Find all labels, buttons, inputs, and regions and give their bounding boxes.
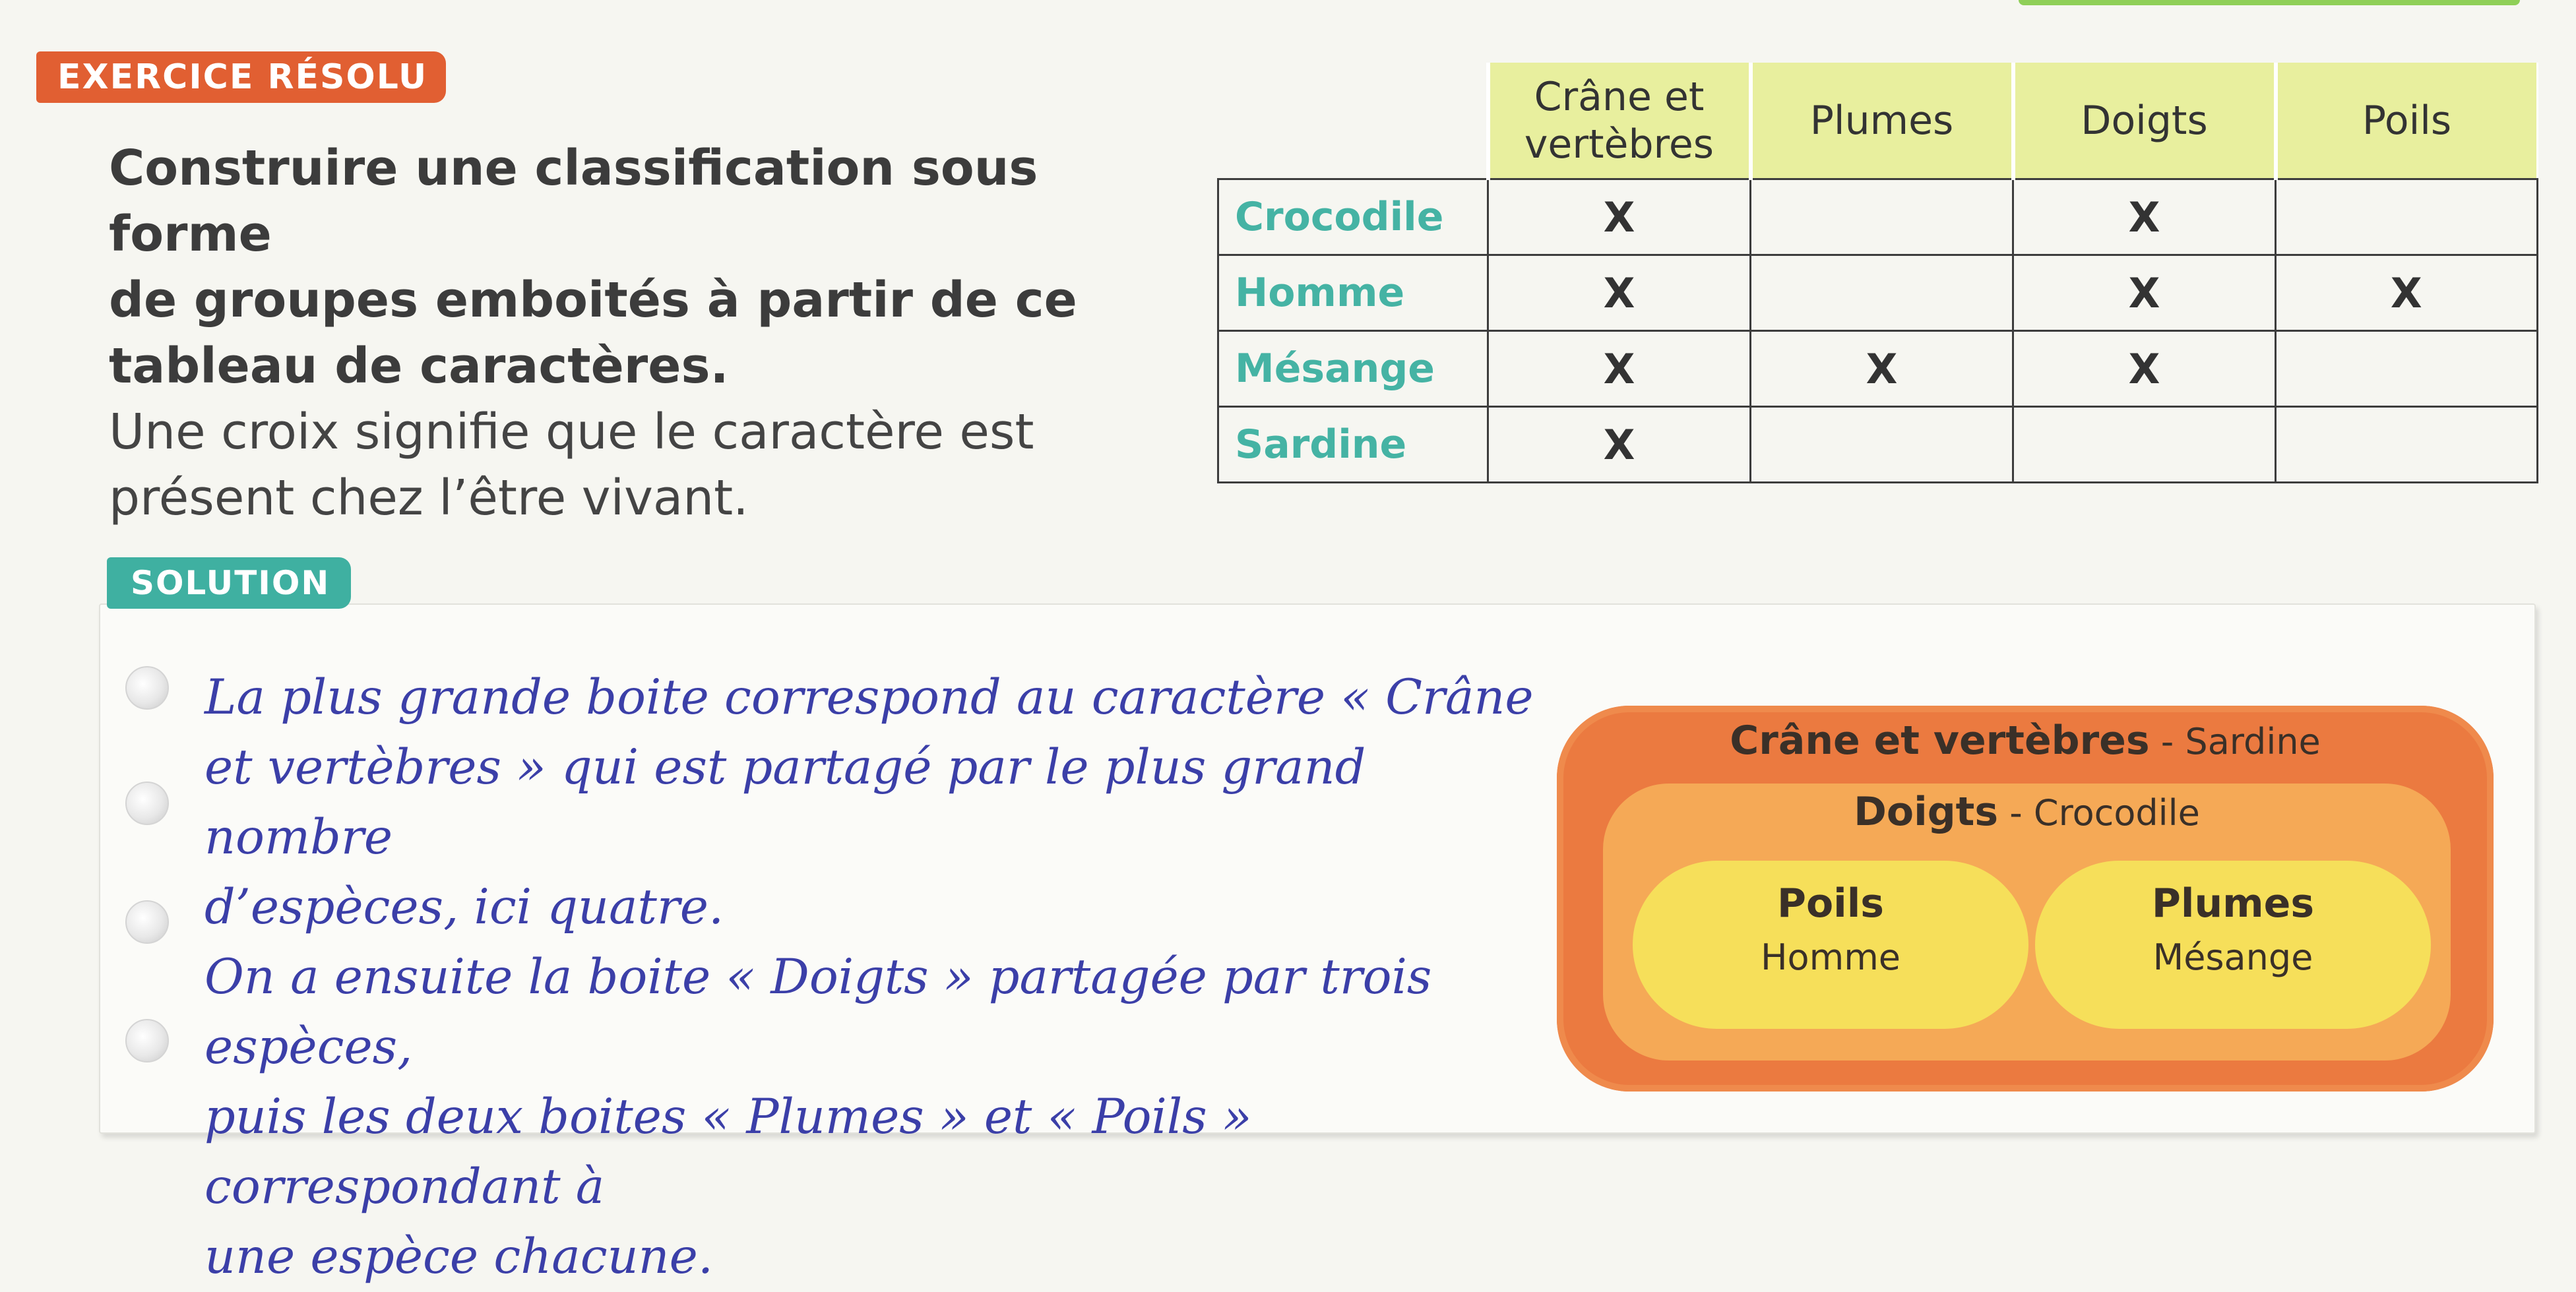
table-cell: X <box>1488 331 1751 407</box>
binder-hole-icon <box>125 666 169 710</box>
column-header-plumes: Plumes <box>1751 63 2013 179</box>
statement-line: Construire une classification sous forme <box>109 140 1038 262</box>
table-cell <box>2276 407 2538 483</box>
table-row <box>1218 179 2538 255</box>
solution-line: La plus grande boite correspond au caractère « Crâne <box>204 669 1534 725</box>
nested-groups-diagram <box>1557 706 2494 1092</box>
group-separator: - <box>1998 792 2034 834</box>
group-species: Sardine <box>2185 721 2321 762</box>
table-cell: X <box>2013 255 2276 331</box>
group-box-plumes <box>2035 861 2431 1029</box>
binder-hole-icon <box>125 900 169 944</box>
statement-note-line: Une croix signifie que le caractère est <box>109 404 1034 460</box>
table-cell <box>1751 407 2013 483</box>
character-table <box>1217 63 2538 483</box>
group-character: Crâne et vertèbres <box>1730 718 2150 764</box>
solution-line: puis les deux boites « Plumes » et « Poils » correspondant à <box>204 1089 1252 1215</box>
top-decorative-strip <box>2019 0 2520 5</box>
table-cell <box>2276 331 2538 407</box>
table-cell: X <box>1488 255 1751 331</box>
solution-tag: SOLUTION <box>107 557 351 609</box>
column-header-doigts: Doigts <box>2013 63 2276 179</box>
table-cell <box>2013 407 2276 483</box>
statement-line: de groupes emboités à partir de ce <box>109 272 1077 328</box>
binder-hole-icon <box>125 1019 169 1062</box>
group-separator: - <box>2149 721 2185 762</box>
binder-holes <box>125 660 172 1068</box>
solution-line: une espèce chacune. <box>204 1229 714 1285</box>
table-cell: X <box>2013 179 2276 255</box>
solution-line: d’espèces, ici quatre. <box>204 879 724 935</box>
group-box-poils <box>1633 861 2028 1029</box>
solution-line: On a ensuite la boite « Doigts » partagée par trois espèces, <box>204 949 1432 1075</box>
table-cell <box>1751 255 2013 331</box>
table-cell: X <box>1488 179 1751 255</box>
table-header-row <box>1218 63 2538 179</box>
group-character: Doigts <box>1854 789 1999 835</box>
group-species: Mésange <box>2152 937 2313 978</box>
column-header-poils: Poils <box>2276 63 2538 179</box>
table-cell: X <box>2276 255 2538 331</box>
group-character: Plumes <box>2151 880 2315 927</box>
table-row <box>1218 331 2538 407</box>
statement-note-line: présent chez l’être vivant. <box>109 470 749 526</box>
table-cell: X <box>1488 407 1751 483</box>
group-species: Crocodile <box>2033 792 2200 834</box>
table-row <box>1218 255 2538 331</box>
group-character: Poils <box>1776 880 1885 927</box>
binder-hole-icon <box>125 782 169 825</box>
group-species: Homme <box>1760 937 1901 978</box>
species-name: Crocodile <box>1218 179 1488 255</box>
table-cell <box>1751 179 2013 255</box>
exercise-tag: EXERCICE RÉSOLU <box>36 51 446 103</box>
species-name: Mésange <box>1218 331 1488 407</box>
exercise-statement <box>109 135 1178 531</box>
table-cell: X <box>2013 331 2276 407</box>
statement-line: tableau de caractères. <box>109 338 729 394</box>
table-row <box>1218 407 2538 483</box>
table-cell <box>2276 179 2538 255</box>
species-name: Sardine <box>1218 407 1488 483</box>
solution-line: et vertèbres » qui est partagé par le plus grand nombre <box>204 739 1366 865</box>
table-corner <box>1218 63 1488 179</box>
table-cell: X <box>1751 331 2013 407</box>
column-header-crane: Crâne et vertèbres <box>1488 63 1751 179</box>
solution-text <box>204 663 1537 1292</box>
group-label-outer <box>1557 718 2494 764</box>
species-name: Homme <box>1218 255 1488 331</box>
group-label-middle <box>1603 789 2451 835</box>
